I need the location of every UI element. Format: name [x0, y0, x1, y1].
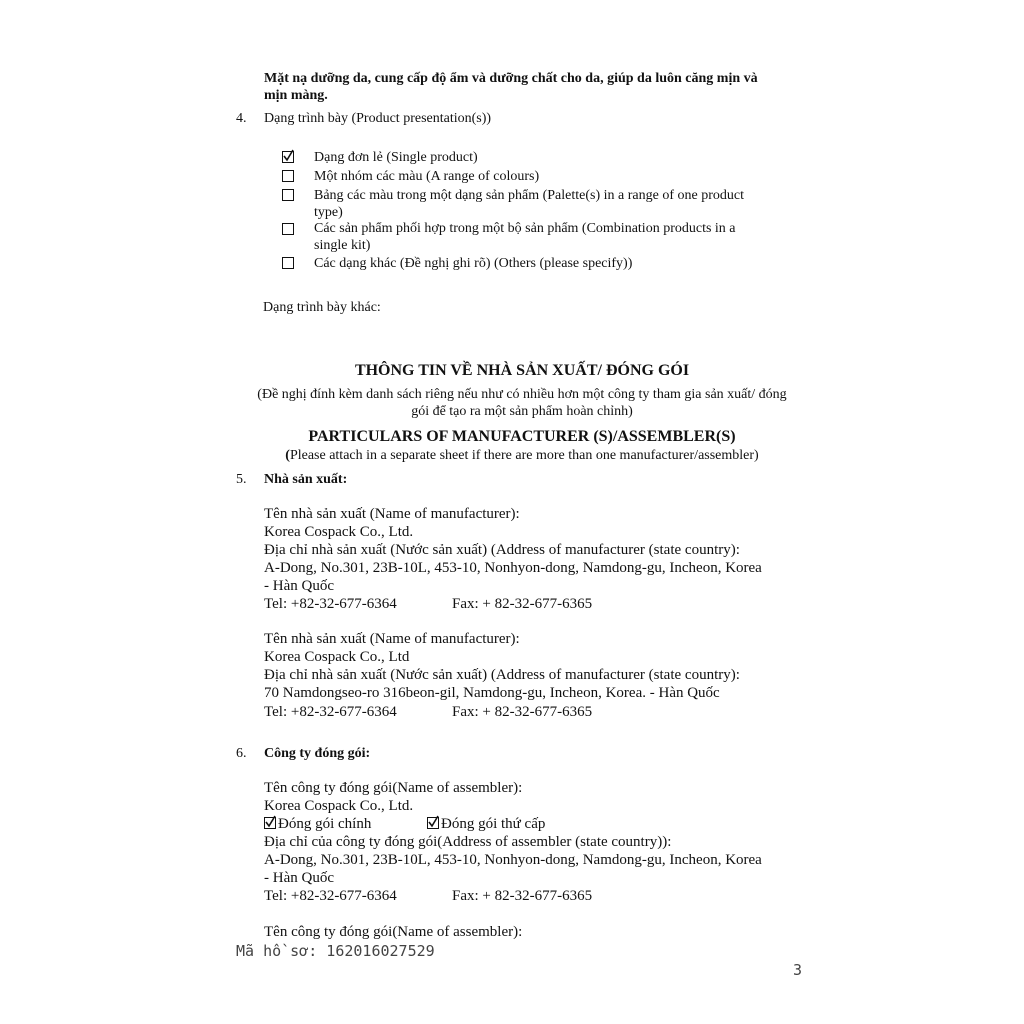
- manufacturer-name-label: Tên nhà sản xuất (Name of manufacturer):: [264, 506, 520, 522]
- manufacturer-tel: Tel: +82-32-677-6364: [264, 596, 397, 612]
- assembler-name: Korea Cospack Co., Ltd.: [264, 798, 414, 814]
- assembler-tel: Tel: +82-32-677-6364: [264, 888, 397, 904]
- manufacturer-address-line-2: - Hàn Quốc: [264, 578, 334, 594]
- assembler-type-check-secondary[interactable]: [427, 815, 545, 833]
- en-section-heading: PARTICULARS OF MANUFACTURER (S)/ASSEMBLER(S): [308, 428, 736, 445]
- section-5-number: 5.: [236, 472, 247, 487]
- vi-note-line-1: (Đề nghị đính kèm danh sách riêng nếu như có nhiều hơn một công ty tham gia sản xuất/ đóng: [257, 387, 787, 402]
- assembler-type-check-primary[interactable]: [264, 815, 371, 833]
- manufacturer-fax: Fax: + 82-32-677-6365: [452, 596, 593, 612]
- option-label: Một nhóm các màu (A range of colours): [314, 169, 540, 184]
- en-note: [222, 447, 822, 464]
- checkbox-icon[interactable]: [282, 223, 294, 235]
- file-code: Mã hồ sơ: 162016027529: [236, 942, 435, 960]
- assembler-name-label: Tên công ty đóng gói(Name of assembler):: [264, 780, 523, 796]
- assembler-address-line-1: A-Dong, No.301, 23B-10L, 453-10, Nonhyon-dong, Namdong-gu, Incheon, Korea: [264, 852, 762, 868]
- en-note-text: Please attach in a separate sheet if there are more than one manufacturer/assembler): [289, 448, 759, 463]
- assembler-fax: Fax: + 82-32-677-6365: [452, 888, 593, 904]
- section-6-title: Công ty đóng gói:: [264, 746, 371, 761]
- option-label-continued: type): [314, 205, 343, 220]
- manufacturer-tel: Tel: +82-32-677-6364: [264, 704, 397, 720]
- intro-line-1: Mặt nạ dưỡng da, cung cấp độ ẩm và dưỡng chất cho da, giúp da luôn căng mịn và: [264, 71, 758, 86]
- section-5-title: Nhà sản xuất:: [264, 472, 348, 487]
- intro-line-2: mịn màng.: [264, 88, 328, 103]
- section-6-number: 6.: [236, 746, 247, 761]
- section-4-number: 4.: [236, 111, 247, 126]
- vi-note-line-2: gói để tạo ra một sản phẩm hoàn chỉnh): [411, 404, 633, 419]
- assembler-address-line-2: - Hàn Quốc: [264, 870, 334, 886]
- option-label: Các dạng khác (Đề nghị ghi rõ) (Others (please specify)): [314, 256, 633, 271]
- vi-section-heading: THÔNG TIN VỀ NHÀ SẢN XUẤT/ ĐÓNG GÓI: [354, 362, 690, 379]
- manufacturer-address-label: Địa chỉ nhà sản xuất (Nước sản xuất) (Address of manufacturer (state country):: [264, 542, 740, 558]
- option-label-continued: single kit): [314, 238, 371, 253]
- manufacturer-name: Korea Cospack Co., Ltd.: [264, 524, 414, 540]
- manufacturer-address-line-1: 70 Namdongseo-ro 316beon-gil, Namdong-gu, Incheon, Korea. - Hàn Quốc: [264, 685, 720, 701]
- check-label: Đóng gói chính: [278, 816, 372, 832]
- checked-checkbox-icon[interactable]: [282, 151, 294, 163]
- assembler-name-label-2: Tên công ty đóng gói(Name of assembler):: [264, 924, 523, 940]
- checkbox-icon[interactable]: [282, 189, 294, 201]
- manufacturer-name: Korea Cospack Co., Ltd: [264, 649, 410, 665]
- checked-checkbox-icon[interactable]: [264, 817, 276, 829]
- section-4-title: Dạng trình bày (Product presentation(s)): [264, 111, 492, 126]
- en-note-paren: (: [285, 448, 290, 463]
- checked-checkbox-icon[interactable]: [427, 817, 439, 829]
- check-label: Đóng gói thứ cấp: [441, 816, 546, 832]
- assembler-address-label: Địa chỉ của công ty đóng gói(Address of assembler (state country)):: [264, 834, 672, 850]
- page-number: 3: [793, 961, 803, 979]
- checkbox-icon[interactable]: [282, 257, 294, 269]
- option-label: Bảng các màu trong một dạng sản phẩm (Palette(s) in a range of one product: [314, 188, 744, 203]
- manufacturer-fax: Fax: + 82-32-677-6365: [452, 704, 593, 720]
- option-label: Các sản phẩm phối hợp trong một bộ sản phẩm (Combination products in a: [314, 221, 736, 236]
- checkbox-icon[interactable]: [282, 170, 294, 182]
- option-label: Dạng đơn lẻ (Single product): [314, 150, 478, 165]
- manufacturer-address-label: Địa chỉ nhà sản xuất (Nước sản xuất) (Address of manufacturer (state country):: [264, 667, 740, 683]
- manufacturer-name-label: Tên nhà sản xuất (Name of manufacturer):: [264, 631, 520, 647]
- manufacturer-address-line-1: A-Dong, No.301, 23B-10L, 453-10, Nonhyon-dong, Namdong-gu, Incheon, Korea: [264, 560, 762, 576]
- other-presentation-label: Dạng trình bày khác:: [263, 300, 381, 315]
